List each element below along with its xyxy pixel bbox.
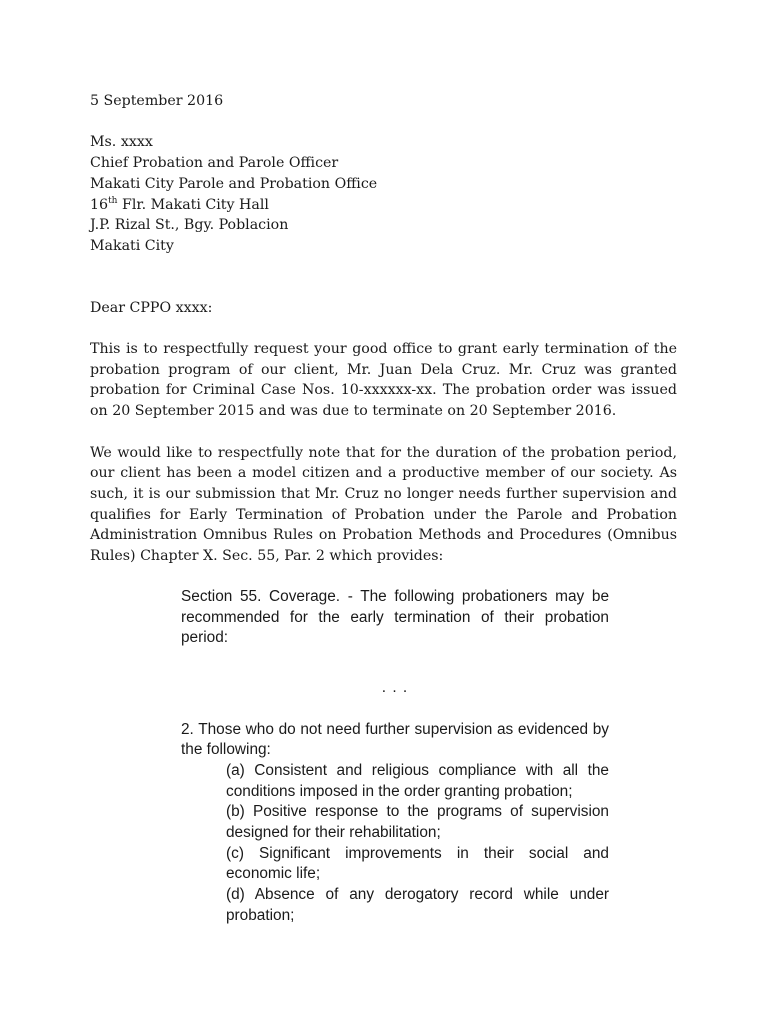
letter-date: 5 September 2016 (90, 93, 224, 109)
recipient-street: J.P. Rizal St., Bgy. Poblacion (90, 217, 289, 234)
list-item: (a) Consistent and religious compliance with all the conditions imposed in the order granting probation; (226, 761, 609, 800)
recipient-address (90, 132, 677, 256)
recipient-name: Ms. xxxx (90, 134, 153, 151)
list-item: (d) Absence of any derogatory record while under probation; (226, 886, 609, 924)
recipient-city: Makati City (90, 237, 174, 254)
letter-body (90, 91, 677, 587)
list-item: (c) Significant improvements in their social and economic life; (226, 844, 609, 883)
salutation: Dear CPPO xxxx: (90, 299, 213, 316)
floor-suffix: th (108, 195, 118, 206)
floor-rest: Flr. Makati City Hall (117, 196, 269, 213)
quote-section: Section 55. Coverage. - The following probationers may be recommended for the early termination of their probation period: (181, 588, 609, 647)
recipient-floor (90, 195, 677, 216)
quote-sub-items (226, 761, 609, 927)
recipient-title: Chief Probation and Parole Officer (90, 155, 339, 172)
floor-number: 16 (90, 196, 109, 213)
quote-item-intro: 2. Those who do not need further supervision as evidenced by the following: (181, 720, 609, 759)
quote-ellipsis: . . . (381, 679, 409, 697)
block-quote (181, 587, 609, 927)
paragraph-submission: We would like to respectfully note that for the duration of the probation period, our client has been a model citizen and a productive member of our society. As such, it is our submission that Mr. Cruz no longer needs further supervision and qualifies for Early Termination of Probation under the Parole and Probation Administration Omnibus Rules on Probation Methods and Procedures (Omnibus Rules) Chapter X. Sec. 55, Par. 2 which provides: (90, 444, 677, 565)
paragraph-request: This is to respectfully request your good office to grant early termination of the probation program of our client, Mr. Juan Dela Cruz. Mr. Cruz was granted probation for Criminal Case Nos. 10-xxxxxx-xx. The probation order was issued on 20 September 2015 and was due to terminate on 20 September 2016. (90, 341, 677, 420)
recipient-office: Makati City Parole and Probation Office (90, 175, 378, 192)
list-item: (b) Positive response to the programs of supervision designed for their rehabilitation; (226, 803, 609, 842)
